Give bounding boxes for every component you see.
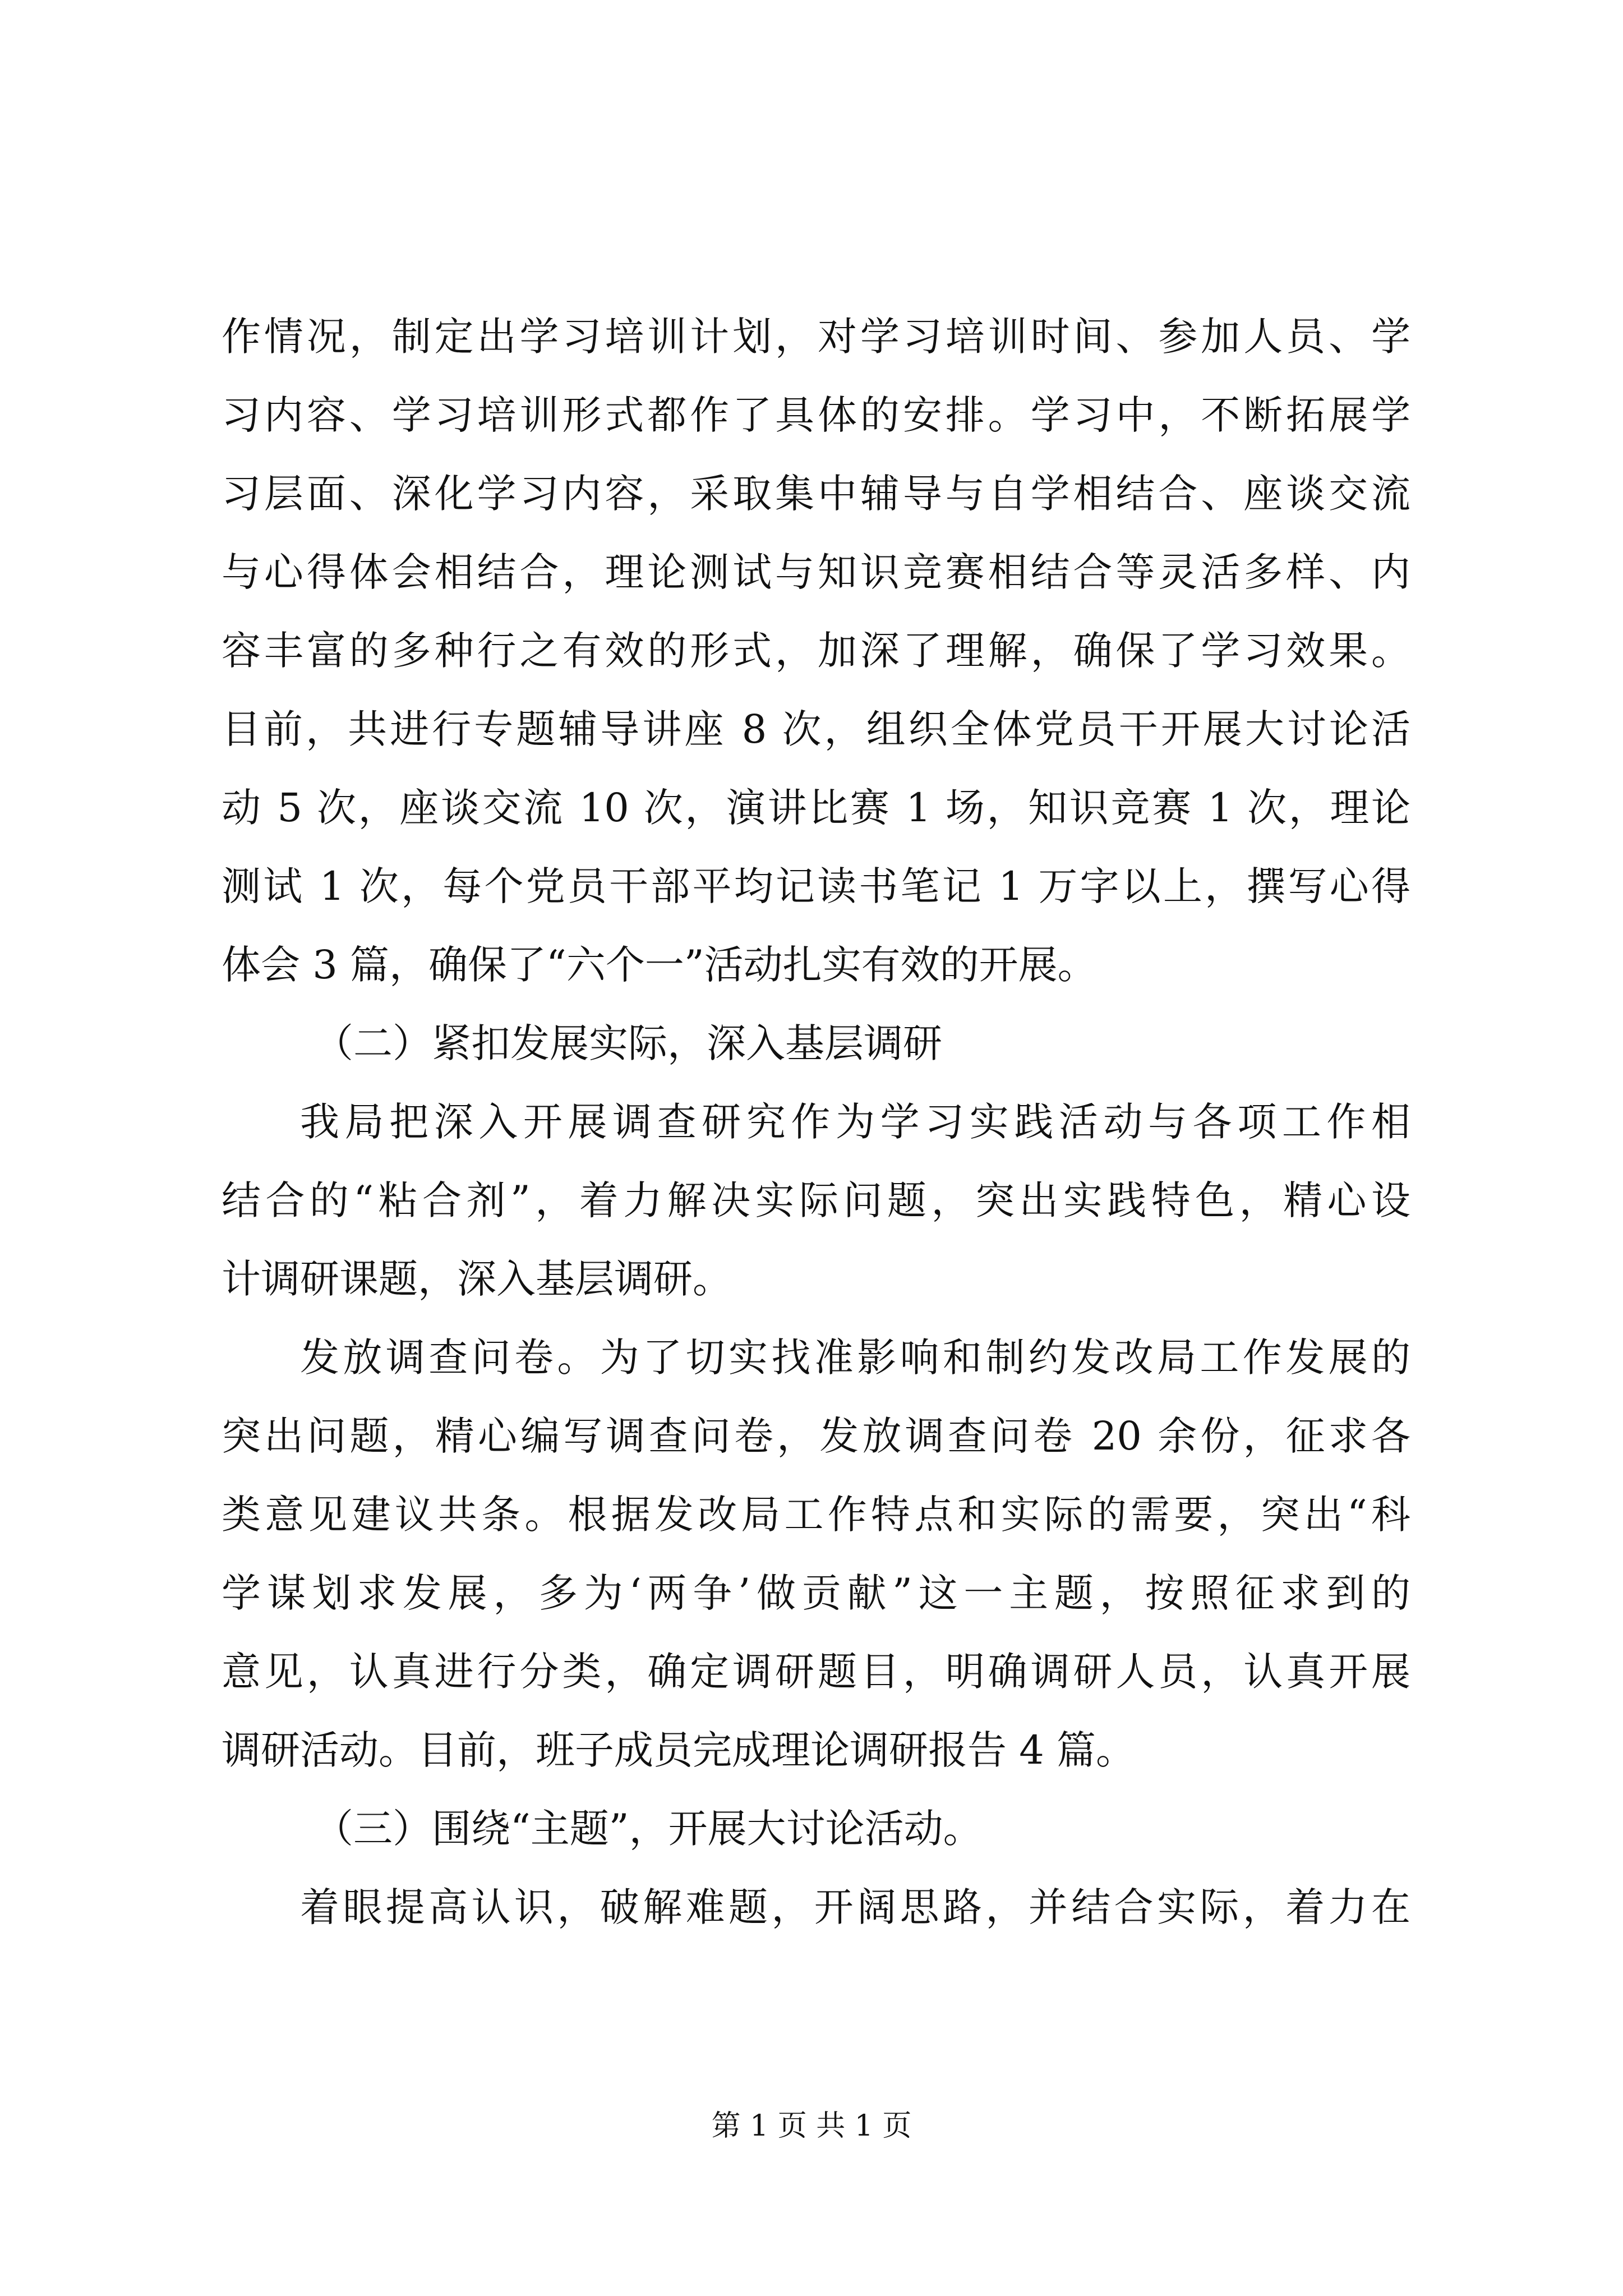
text-line: 我局把深入开展调查研究作为学习实践活动与各项工作相	[300, 1099, 1410, 1145]
text-line: 习层面、深化学习内容，采取集中辅导与自学相结合、座谈交流	[222, 471, 1410, 517]
text-line: 目前，共进行专题辅导讲座 8 次，组织全体党员干开展大讨论活	[222, 706, 1410, 752]
text-line: 着眼提高认识，破解难题，开阔思路，并结合实际，着力在	[300, 1884, 1410, 1930]
text-line: 测试 1 次，每个党员干部平均记读书笔记 1 万字以上，撰写心得	[222, 863, 1410, 909]
text-line: 与心得体会相结合，理论测试与知识竞赛相结合等灵活多样、内	[222, 549, 1410, 595]
text-line: 突出问题，精心编写调查问卷，发放调查问卷 20 余份，征求各	[222, 1413, 1410, 1459]
text-line: 发放调查问卷。为了切实找准影响和制约发改局工作发展的	[300, 1335, 1410, 1381]
section-heading: （三）围绕“主题”，开展大讨论活动。	[314, 1806, 983, 1852]
section-heading: （二）紧扣发展实际，深入基层调研	[314, 1020, 942, 1066]
text-line: 学谋划求发展，多为‘两争’做贡献”这一主题，按照征求到的	[222, 1570, 1410, 1616]
text-line: 动 5 次，座谈交流 10 次，演讲比赛 1 场，知识竞赛 1 次，理论	[222, 785, 1410, 831]
text-line: 容丰富的多种行之有效的形式，加深了理解，确保了学习效果。	[222, 628, 1410, 674]
text-line: 结合的“粘合剂”，着力解决实际问题，突出实践特色，精心设	[222, 1177, 1410, 1223]
text-line: 类意见建议共条。根据发改局工作特点和实际的需要，突出“科	[222, 1492, 1410, 1538]
page-footer: 第 1 页 共 1 页	[711, 2109, 912, 2143]
text-line: 意见，认真进行分类，确定调研题目，明确调研人员，认真开展	[222, 1649, 1410, 1695]
document-body	[222, 297, 1410, 1947]
text-line: 体会 3 篇，确保了“六个一”活动扎实有效的开展。	[222, 942, 1097, 988]
text-line: 计调研课题，深入基层调研。	[222, 1256, 732, 1302]
text-line: 调研活动。目前，班子成员完成理论调研报告 4 篇。	[222, 1727, 1136, 1773]
text-line: 习内容、学习培训形式都作了具体的安排。学习中，不断拓展学	[222, 392, 1410, 438]
text-line: 作情况，制定出学习培训计划，对学习培训时间、参加人员、学	[222, 314, 1410, 360]
